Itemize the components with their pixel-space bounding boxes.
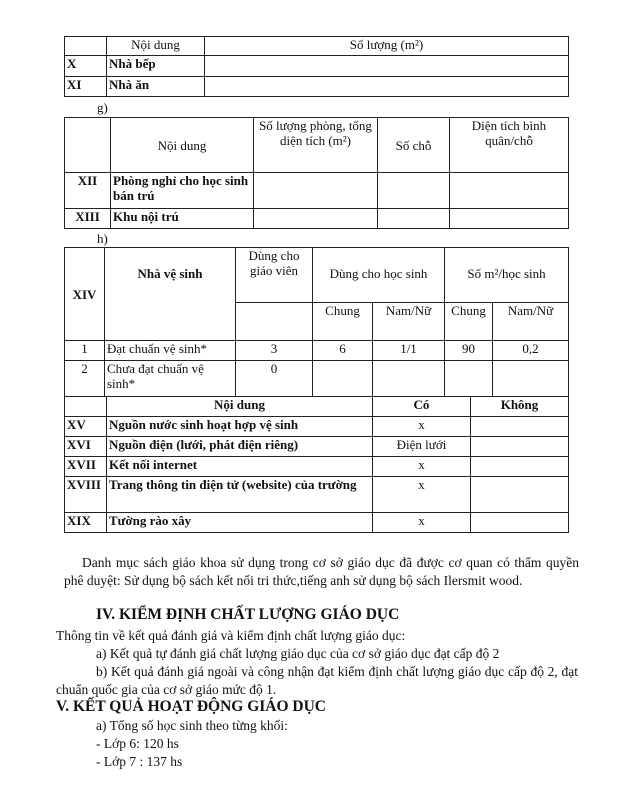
t4-row-no (471, 437, 569, 457)
t3-row-gender2 (493, 361, 569, 397)
t2-header-seats: Số chỗ (378, 118, 450, 173)
t4-row-num: XV (65, 417, 107, 437)
t4-row-name: Tường rào xây (107, 513, 373, 533)
t4-row-yes: Điện lưới (373, 437, 471, 457)
label-h: h) (97, 231, 108, 246)
t3-header-name: Nhà vệ sinh (105, 248, 236, 341)
t4-row-no (471, 417, 569, 437)
textbook-paragraph: Danh mục sách giáo khoa sử dụng trong cơ sở giáo dục đã được cơ quan có thẩm quyền phê duyệt: Sử dụng bộ sách kết nối tri thức,tiếng anh sử dụng bộ sách Ilersmit wood. (64, 555, 579, 588)
t3-header-students: Dùng cho học sinh (313, 248, 445, 303)
t4-row-no (471, 477, 569, 513)
t2-row-num: XII (65, 173, 111, 209)
t3-header-teachers: Dùng cho giáo viên (236, 248, 313, 303)
t3-row-gender: 1/1 (373, 341, 445, 361)
t4-row-yes: x (373, 417, 471, 437)
table-utilities (64, 396, 569, 533)
table-toilets (64, 247, 569, 397)
t2-header-content: Nội dung (111, 118, 254, 173)
t4-header-no: Không (471, 397, 569, 417)
t2-row-num: XIII (65, 209, 111, 229)
t3-header-common: Chung (313, 303, 373, 341)
t1-row-name: Nhà ăn (107, 77, 205, 97)
t3-row-common (313, 361, 373, 397)
t1-header-qty: Số lượng (m²) (205, 37, 569, 56)
t1-row-name: Nhà bếp (107, 56, 205, 77)
t4-header-content: Nội dung (107, 397, 373, 417)
t4-row-num: XVII (65, 457, 107, 477)
t3-row-name: Chưa đạt chuẩn vệ sinh* (105, 361, 236, 397)
grade-6-item: - Lớp 6: 120 hs (96, 736, 179, 751)
t3-row-teachers: 3 (236, 341, 313, 361)
t2-row-name: Khu nội trú (111, 209, 254, 229)
section-iv-heading: IV. KIỂM ĐỊNH CHẤT LƯỢNG GIÁO DỤC (96, 606, 400, 623)
t3-header-per-student: Số m²/học sinh (445, 248, 569, 303)
t4-row-name: Kết nối internet (107, 457, 373, 477)
t3-row-num: 1 (65, 341, 105, 361)
table-boarding (64, 117, 569, 229)
student-total-item: a) Tổng số học sinh theo từng khối: (96, 718, 288, 733)
grade-7-item: - Lớp 7 : 137 hs (96, 754, 183, 769)
t4-row-name: Trang thông tin điện tử (website) của trường (107, 477, 373, 513)
t4-row-num: XVI (65, 437, 107, 457)
t2-header-area: Diện tích bình quân/chỗ (450, 118, 569, 173)
t4-row-num: XVIII (65, 477, 107, 513)
t2-row-name: Phòng nghỉ cho học sinh bán trú (111, 173, 254, 209)
t3-row-num: 2 (65, 361, 105, 397)
t3-header-num: XIV (65, 248, 105, 341)
self-assessment-item: a) Kết quả tự đánh giá chất lượng giáo dục của cơ sở giáo dục đạt cấp độ 2 (96, 646, 500, 661)
t4-row-name: Nguồn nước sinh hoạt hợp vệ sinh (107, 417, 373, 437)
t3-row-teachers: 0 (236, 361, 313, 397)
t1-header-content: Nội dung (107, 37, 205, 56)
t4-row-num: XIX (65, 513, 107, 533)
section-v-heading: V. KẾT QUẢ HOẠT ĐỘNG GIÁO DỤC (56, 698, 327, 715)
t3-row-gender (373, 361, 445, 397)
t1-row-num: XI (65, 77, 107, 97)
t3-header-gender: Nam/Nữ (373, 303, 445, 341)
t4-row-yes: x (373, 477, 471, 513)
accreditation-info: Thông tin về kết quả đánh giá và kiểm định chất lượng giáo dục: (56, 628, 406, 643)
t4-header-yes: Có (373, 397, 471, 417)
t3-row-name: Đạt chuẩn vệ sinh* (105, 341, 236, 361)
t3-row-gender2: 0,2 (493, 341, 569, 361)
t4-row-no (471, 513, 569, 533)
t4-row-no (471, 457, 569, 477)
t3-row-common: 6 (313, 341, 373, 361)
t1-row-num: X (65, 56, 107, 77)
t3-row-common2 (445, 361, 493, 397)
external-assessment-item: b) Kết quả đánh giá ngoài và công nhận đạt kiểm định chất lượng giáo dục cấp độ 2, đạt chuẩn quốc gia của cơ sở giáo mức độ 1. (56, 664, 578, 697)
t2-header-rooms: Số lượng phòng, tổng diện tích (m²) (254, 118, 378, 173)
t4-row-yes: x (373, 513, 471, 533)
t3-header-gender2: Nam/Nữ (493, 303, 569, 341)
t4-row-yes: x (373, 457, 471, 477)
label-g: g) (97, 100, 108, 115)
table-kitchen (64, 36, 569, 97)
t4-row-name: Nguồn điện (lưới, phát điện riêng) (107, 437, 373, 457)
t3-row-common2: 90 (445, 341, 493, 361)
t3-header-common2: Chung (445, 303, 493, 341)
